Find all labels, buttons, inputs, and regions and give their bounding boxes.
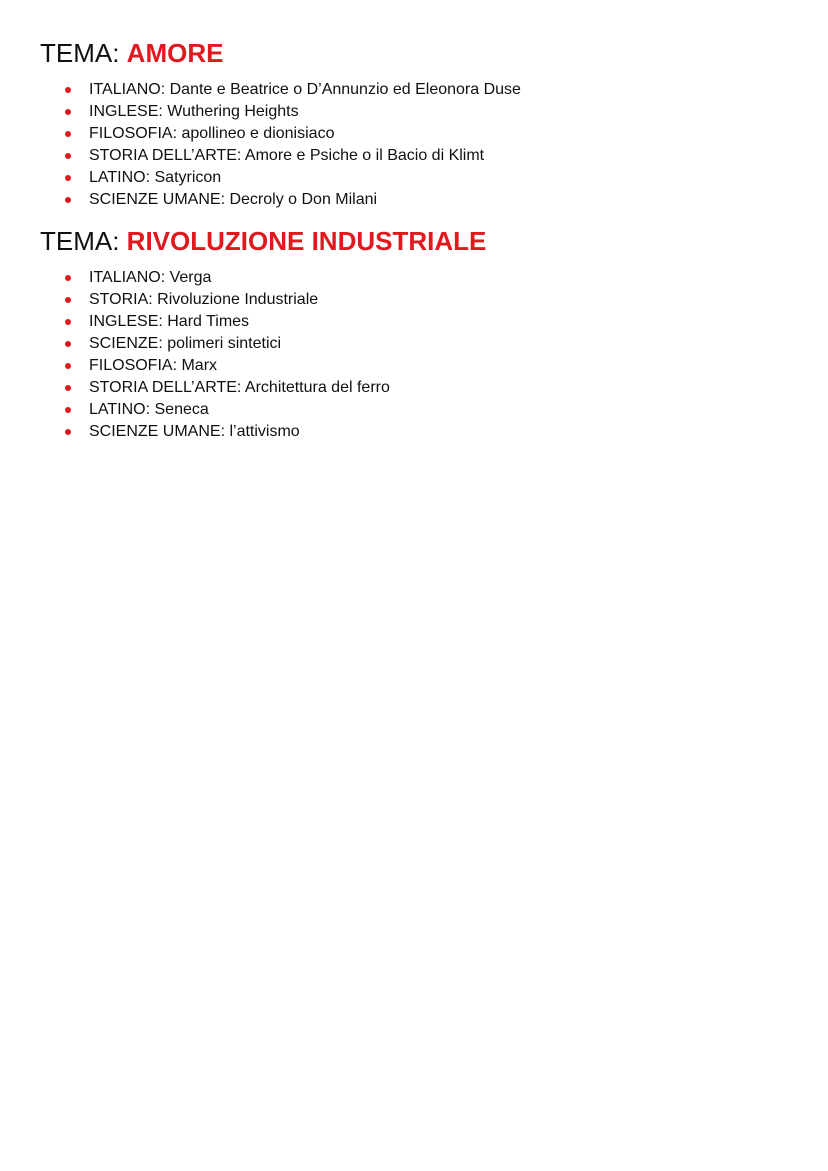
list-item-text: INGLESE: Wuthering Heights (89, 103, 299, 120)
list-item (40, 289, 800, 311)
list-item-text: SCIENZE UMANE: l’attivismo (89, 423, 300, 440)
list-item-text: STORIA DELL’ARTE: Architettura del ferro (89, 379, 390, 396)
list-item-text: FILOSOFIA: Marx (89, 357, 218, 374)
list-item (40, 333, 800, 355)
bullet-icon (65, 153, 71, 159)
list-item-text: LATINO: Satyricon (89, 169, 222, 186)
list-item (40, 421, 800, 443)
section-amore (40, 36, 800, 211)
section-rivoluzione-industriale (40, 224, 800, 443)
list-item-text: STORIA: Rivoluzione Industriale (89, 291, 319, 308)
list-item (40, 399, 800, 421)
bullet-icon (65, 341, 71, 347)
bullet-icon (65, 275, 71, 281)
bullet-icon (65, 407, 71, 413)
list-item-text: ITALIANO: Verga (89, 269, 212, 286)
list-item-text: INGLESE: Hard Times (89, 313, 250, 330)
bullet-icon (65, 175, 71, 181)
bullet-icon (65, 197, 71, 203)
heading-prefix: TEMA: (40, 38, 127, 68)
bullet-icon (65, 363, 71, 369)
list-item (40, 101, 800, 123)
list-item-text: FILOSOFIA: apollineo e dionisiaco (89, 125, 335, 142)
heading-topic: RIVOLUZIONE INDUSTRIALE (126, 226, 487, 256)
section-heading (40, 36, 800, 70)
list-item (40, 79, 800, 101)
bullet-icon (65, 131, 71, 137)
list-item (40, 123, 800, 145)
list-item (40, 377, 800, 399)
bullet-icon (65, 109, 71, 115)
bullet-list (40, 79, 800, 211)
bullet-icon (65, 87, 71, 93)
heading-prefix: TEMA: (40, 226, 127, 256)
list-item (40, 167, 800, 189)
bullet-list (40, 267, 800, 443)
list-item (40, 355, 800, 377)
bullet-icon (65, 319, 71, 325)
heading-topic: AMORE (126, 38, 224, 68)
list-item-text: SCIENZE: polimeri sintetici (89, 335, 282, 352)
bullet-icon (65, 297, 71, 303)
list-item (40, 311, 800, 333)
list-item (40, 267, 800, 289)
list-item-text: ITALIANO: Dante e Beatrice o D’Annunzio ed Eleonora Duse (89, 81, 521, 98)
list-item (40, 145, 800, 167)
bullet-icon (65, 385, 71, 391)
list-item-text: SCIENZE UMANE: Decroly o Don Milani (89, 191, 378, 208)
section-heading (40, 224, 800, 258)
list-item-text: LATINO: Seneca (89, 401, 209, 418)
list-item (40, 189, 800, 211)
bullet-icon (65, 429, 71, 435)
list-item-text: STORIA DELL’ARTE: Amore e Psiche o il Bacio di Klimt (89, 147, 485, 164)
